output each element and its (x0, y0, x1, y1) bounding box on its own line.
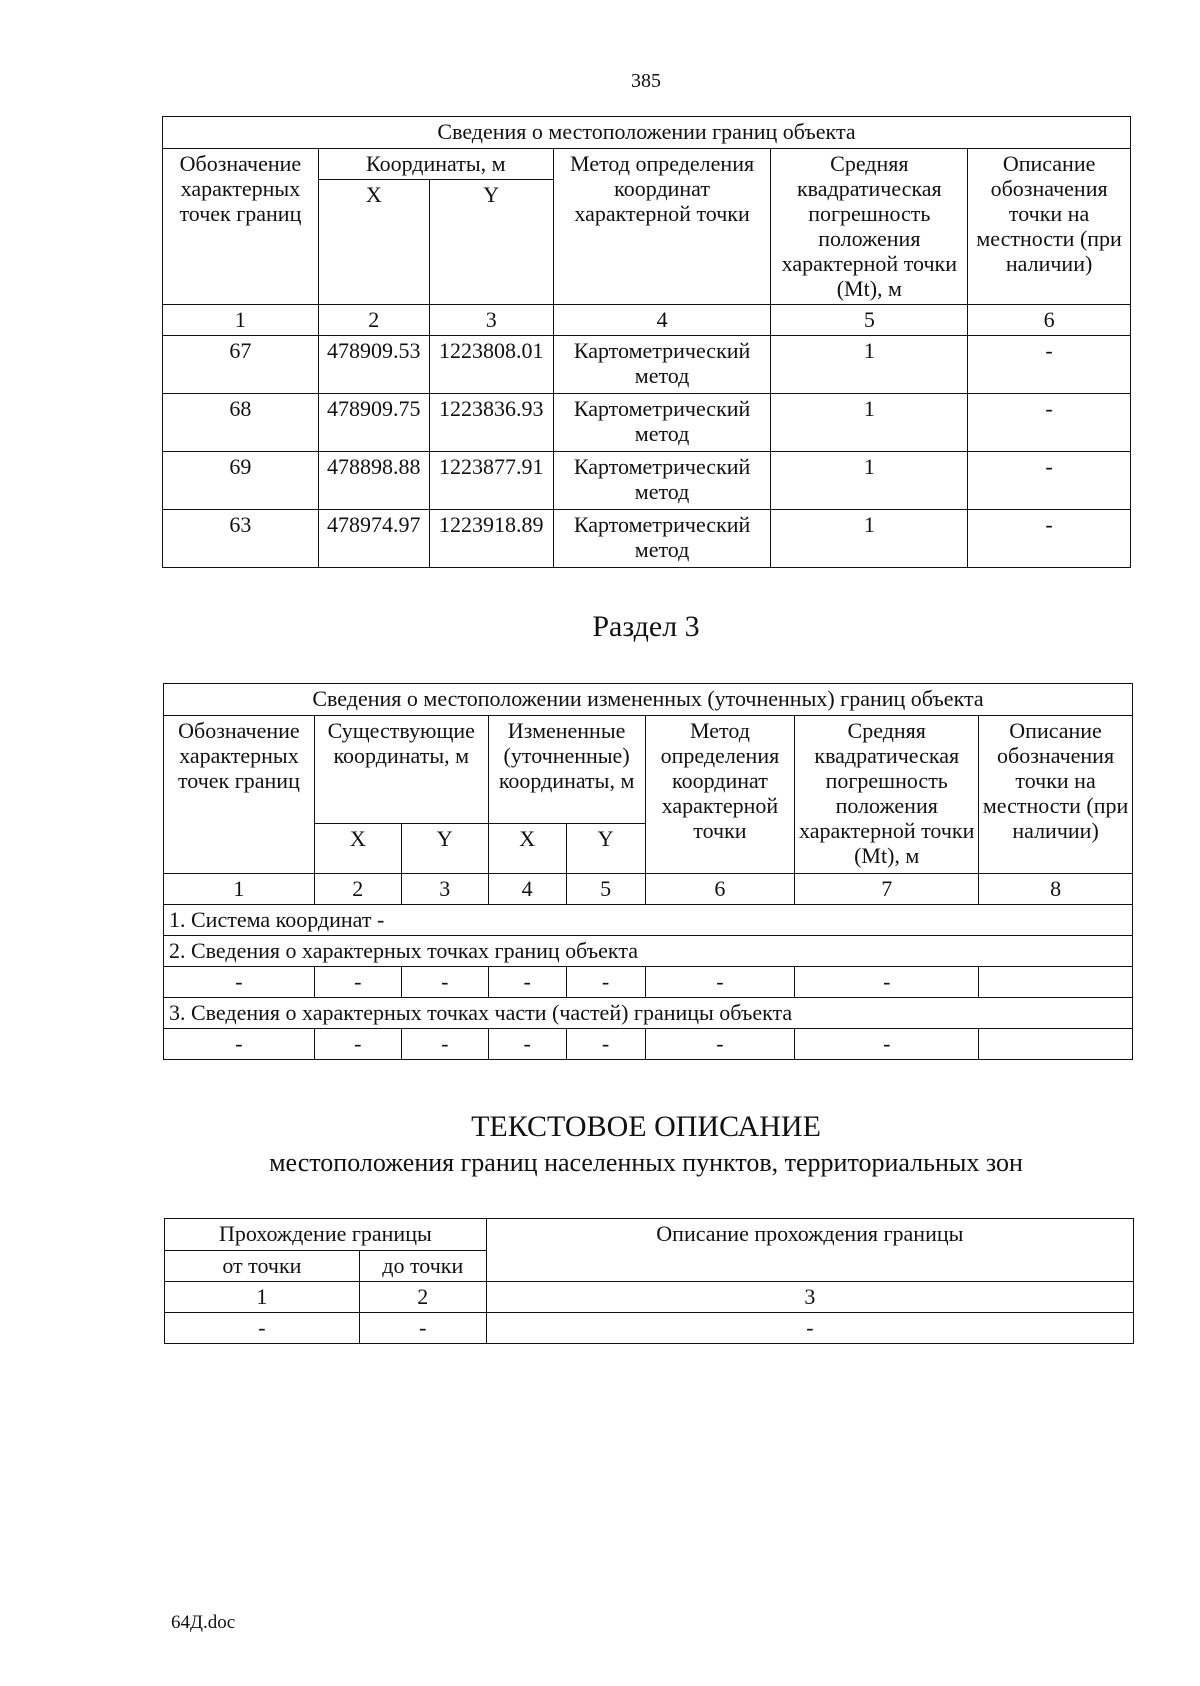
column-number: 5 (771, 305, 968, 336)
table-row (164, 1029, 1133, 1060)
dash-cell: - (645, 1029, 795, 1060)
coord-y: 1223808.01 (429, 336, 553, 394)
header-existing-coords: Существующие координаты, м (314, 716, 488, 824)
coordinate-system-row: 1. Система координат - (164, 905, 1133, 936)
coord-y: 1223836.93 (429, 394, 553, 452)
dash-cell: - (164, 967, 315, 998)
dash-cell: - (488, 967, 566, 998)
dash-cell: - (645, 967, 795, 998)
dash-cell: - (566, 1029, 645, 1060)
error-value: 1 (771, 452, 968, 510)
section-title: Раздел 3 (592, 610, 700, 643)
table-row (163, 394, 1131, 452)
text-description-title: ТЕКСТОВОЕ ОПИСАНИЕ (471, 1110, 821, 1143)
method: Картометрический метод (553, 336, 771, 394)
method: Картометрический метод (553, 394, 771, 452)
dash-cell: - (486, 1313, 1133, 1344)
column-number: 3 (429, 305, 553, 336)
table-row (165, 1313, 1134, 1344)
table2-title: Сведения о местоположении измененных (уточненных) границ объекта (164, 684, 1133, 716)
table-row (163, 336, 1131, 394)
header-y: Y (401, 824, 488, 874)
header-method: Метод определения координат характерной точки (645, 716, 795, 874)
table1-title: Сведения о местоположении границ объекта (163, 117, 1131, 149)
header-from-point: от точки (165, 1251, 360, 1282)
column-number: 2 (359, 1282, 486, 1313)
point-id: 69 (163, 452, 319, 510)
header-coords: Координаты, м (318, 149, 553, 180)
header-x: X (318, 180, 429, 305)
dash-cell: - (795, 1029, 979, 1060)
column-number: 6 (645, 874, 795, 905)
column-number: 6 (968, 305, 1131, 336)
header-description: Описание обозначения точки на местности (при наличии) (979, 716, 1133, 874)
error-value: 1 (771, 510, 968, 568)
error-value: 1 (771, 394, 968, 452)
header-method: Метод определения координат характерной точки (553, 149, 771, 305)
description: - (968, 394, 1131, 452)
description: - (968, 336, 1131, 394)
column-number: 7 (795, 874, 979, 905)
empty-cell (979, 967, 1133, 998)
dash-cell: - (314, 1029, 401, 1060)
header-x: X (488, 824, 566, 874)
coord-x: 478898.88 (318, 452, 429, 510)
column-number: 2 (318, 305, 429, 336)
point-id: 68 (163, 394, 319, 452)
dash-cell: - (795, 967, 979, 998)
part-points-row: 3. Сведения о характерных точках части (частей) границы объекта (164, 998, 1133, 1029)
changed-boundary-table (163, 683, 1133, 1060)
boundary-location-table (162, 116, 1131, 568)
header-changed-coords: Измененные (уточненные) координаты, м (488, 716, 645, 824)
column-number: 1 (164, 874, 315, 905)
header-description: Описание обозначения точки на местности (при наличии) (968, 149, 1131, 305)
boundary-points-row: 2. Сведения о характерных точках границ объекта (164, 936, 1133, 967)
header-x: X (314, 824, 401, 874)
page-number: 385 (631, 70, 661, 92)
table-row (163, 452, 1131, 510)
method: Картометрический метод (553, 510, 771, 568)
column-number: 1 (163, 305, 319, 336)
column-number: 4 (488, 874, 566, 905)
table-row (164, 967, 1133, 998)
point-id: 63 (163, 510, 319, 568)
coord-x: 478909.53 (318, 336, 429, 394)
boundary-passage-table (164, 1218, 1134, 1344)
dash-cell: - (566, 967, 645, 998)
header-to-point: до точки (359, 1251, 486, 1282)
coord-y: 1223918.89 (429, 510, 553, 568)
dash-cell: - (165, 1313, 360, 1344)
dash-cell: - (314, 967, 401, 998)
header-passage: Прохождение границы (165, 1219, 487, 1251)
description: - (968, 510, 1131, 568)
dash-cell: - (164, 1029, 315, 1060)
header-point: Обозначение характерных точек границ (163, 149, 319, 305)
method: Картометрический метод (553, 452, 771, 510)
header-y: Y (429, 180, 553, 305)
header-error: Средняя квадратическая погрешность положения характерной точки (Mt), м (771, 149, 968, 305)
dash-cell: - (401, 967, 488, 998)
column-number: 2 (314, 874, 401, 905)
column-number: 5 (566, 874, 645, 905)
dash-cell: - (359, 1313, 486, 1344)
coord-x: 478909.75 (318, 394, 429, 452)
column-number: 4 (553, 305, 771, 336)
coord-x: 478974.97 (318, 510, 429, 568)
column-number: 1 (165, 1282, 360, 1313)
coord-y: 1223877.91 (429, 452, 553, 510)
footer-filename: 64Д.doc (171, 1612, 236, 1633)
text-description-subtitle: местоположения границ населенных пунктов, территориальных зон (269, 1148, 1023, 1177)
header-error: Средняя квадратическая погрешность положения характерной точки (Mt), м (795, 716, 979, 874)
column-number: 8 (979, 874, 1133, 905)
error-value: 1 (771, 336, 968, 394)
table-row (163, 510, 1131, 568)
column-number: 3 (401, 874, 488, 905)
description: - (968, 452, 1131, 510)
header-y: Y (566, 824, 645, 874)
point-id: 67 (163, 336, 319, 394)
header-point: Обозначение характерных точек границ (164, 716, 315, 874)
dash-cell: - (401, 1029, 488, 1060)
empty-cell (979, 1029, 1133, 1060)
dash-cell: - (488, 1029, 566, 1060)
header-passage-description: Описание прохождения границы (486, 1219, 1133, 1282)
column-number: 3 (486, 1282, 1133, 1313)
